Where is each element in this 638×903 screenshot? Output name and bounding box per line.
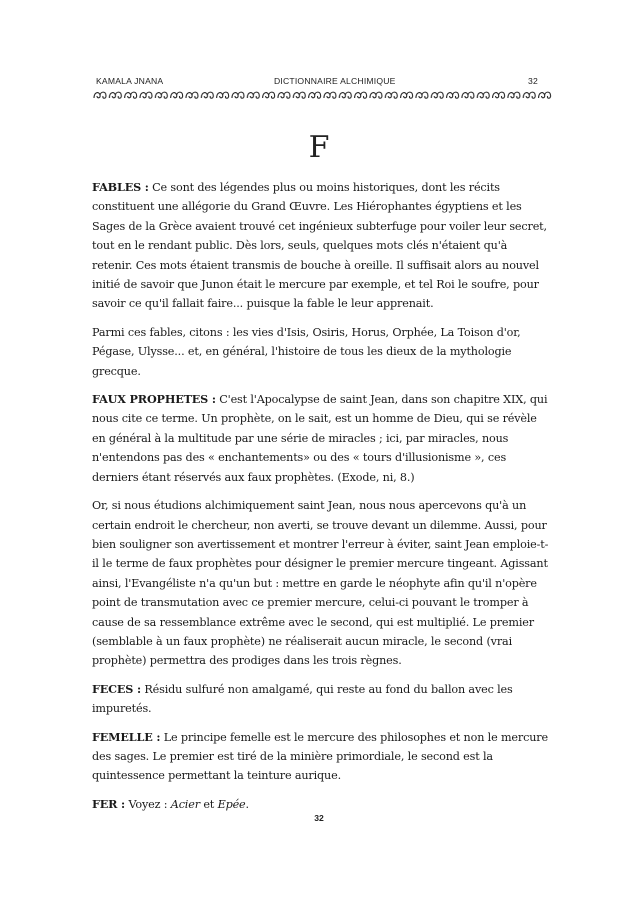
- entry-definition: Le principe femelle est le mercure des philosophes et non le mercure des sages. Le premier est tiré de la minière primordiale, le second est la quintessence permettant la teinture aurique.: [92, 730, 548, 783]
- header-author: KAMALA JNANA: [96, 76, 164, 86]
- entry-term: FER :: [92, 796, 126, 811]
- entry-feces: [92, 680, 550, 719]
- entry-end: .: [245, 797, 249, 811]
- ornament-border: [92, 88, 552, 102]
- entry-conjunction: et: [203, 797, 215, 811]
- header-title: DICTIONNAIRE ALCHIMIQUE: [274, 76, 396, 86]
- entry-term: FABLES :: [92, 180, 149, 194]
- entry-paragraph: Parmi ces fables, citons : les vies d'Isis, Osiris, Horus, Orphée, La Toison d'or, Pégase, Ulysse... et, en général, l'histoire de tous les dieux de la mythologie grecque.: [92, 325, 521, 378]
- entry-femelle: [92, 728, 550, 786]
- section-letter: F: [308, 130, 330, 165]
- entry-definition: C'est l'Apocalypse de saint Jean, dans son chapitre XIX, qui nous cite ce terme. Un prophète, on le sait, est un homme de Dieu, qui se révèle en général à la multitude par une série de miracles ; ici, par miracles, nous n'entendons pas des « enchantements» ou des « tours d'illusionisme », ces derniers étant réservés aux faux prophètes. (Exode, ni, 8.): [92, 393, 548, 484]
- entry-term: FEMELLE :: [92, 729, 161, 744]
- dictionary-entries: [92, 178, 550, 823]
- entry-fer: [92, 795, 550, 814]
- cross-reference-acier: Acier: [170, 797, 200, 811]
- entry-term: FAUX PROPHETES :: [92, 392, 216, 407]
- entry-term: FECES :: [92, 681, 141, 696]
- entry-fables: [92, 178, 550, 314]
- entry-lead: Voyez :: [128, 797, 168, 811]
- entry-definition: Ce sont des légendes plus ou moins historiques, dont les récits constituent une allégorie du Grand Œuvre. Les Hiérophantes égyptiens et les Sages de la Grèce avaient trouvé cet ingénieux subterfuge pour voiler leur secret, tout en le rendant public. Dès lors, seuls, quelques mots clés n'étaient qu'à retenir. Ces mots étaient transmis de bouche à oreille. Il suffisait alors au nouvel initié de savoir que Junon était le mercure par exemple, et tel Roi le soufre, pour savoir ce qu'il fallait faire... puisque la fable le leur apprenait.: [92, 181, 547, 311]
- cross-reference-epee: Epée: [217, 797, 246, 811]
- header-page-number: 32: [528, 76, 538, 86]
- entry-paragraph: Or, si nous étudions alchimiquement saint Jean, nous nous apercevons qu'à un certain endroit le chercheur, non averti, se trouve devant un dilemme. Aussi, pour bien souligner son avertissement et montrer l'erreur à éviter, saint Jean emploie-t-il le terme de faux prophètes pour désigner le premier mercure tingeant. Agissant ainsi, l'Evangéliste n'a qu'un but : mettre en garde le néophyte afin qu'il n'opère point de transmutation avec ce premier mercure, celui-ci pouvant le tromper à cause de sa ressemblance extrême avec le second, qui est multiplié. Le premier (semblable à un faux prophète) ne réaliserait aucun miracle, le second (vrai prophète) permettra des prodiges dans les trois règnes.: [92, 499, 549, 668]
- footer-page-number: 32: [314, 813, 324, 823]
- entry-faux-prophetes: [92, 390, 550, 487]
- entry-definition: Résidu sulfuré non amalgamé, qui reste au fond du ballon avec les impuretés.: [92, 682, 513, 716]
